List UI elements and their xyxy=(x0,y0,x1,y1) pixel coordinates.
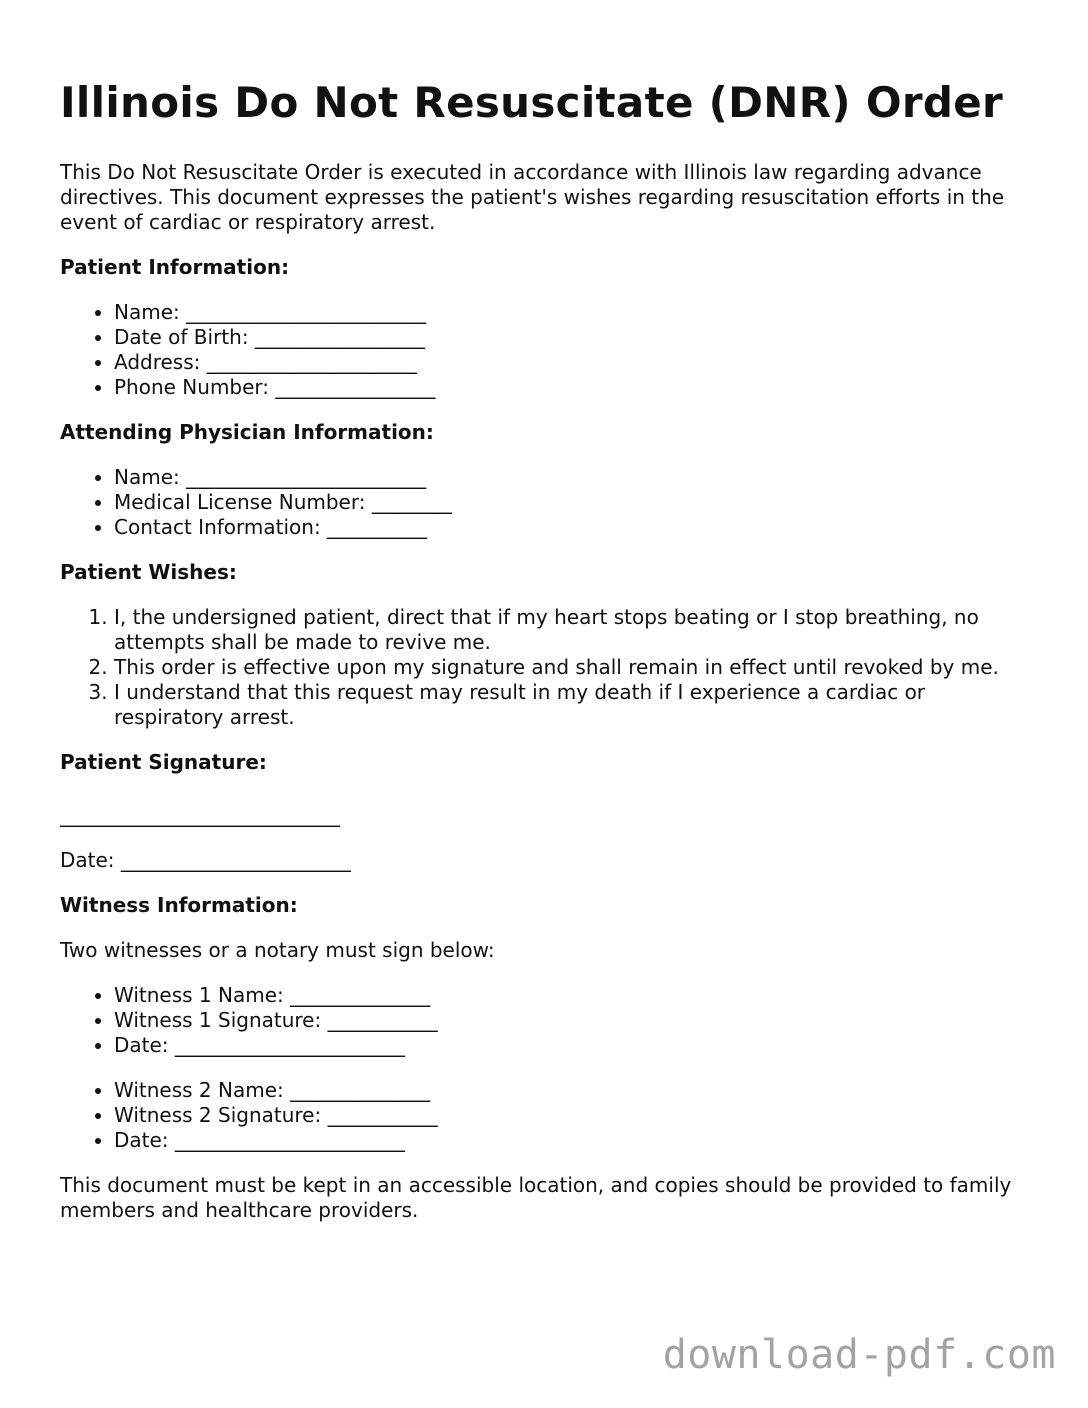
patient-dob-field: • Date of Birth: _________________ xyxy=(114,325,1030,350)
witness2-name-field: • Witness 2 Name: ______________ xyxy=(114,1078,1030,1103)
document-page xyxy=(60,78,1030,1243)
witness-info-heading: Witness Information: xyxy=(60,893,298,917)
physician-license-field: • Medical License Number: ________ xyxy=(114,490,1030,515)
patient-signature-heading: Patient Signature: xyxy=(60,750,267,774)
patient-name-field: • Name: ________________________ xyxy=(114,300,1030,325)
patient-wishes-heading: Patient Wishes: xyxy=(60,560,237,584)
patient-info-list xyxy=(60,300,1030,400)
wish-item: 2. This order is effective upon my signature and shall remain in effect until revoked by me. xyxy=(114,655,1030,680)
witness1-list xyxy=(60,983,1030,1058)
witness2-signature-field: • Witness 2 Signature: ___________ xyxy=(114,1103,1030,1128)
witness1-signature-field: • Witness 1 Signature: ___________ xyxy=(114,1008,1030,1033)
patient-address-field: • Address: _____________________ xyxy=(114,350,1030,375)
witness1-name-field: • Witness 1 Name: ______________ xyxy=(114,983,1030,1008)
witness2-date-field: • Date: _______________________ xyxy=(114,1128,1030,1153)
intro-paragraph: This Do Not Resuscitate Order is executed in accordance with Illinois law regarding advance directives. This document expresses the patient's wishes regarding resuscitation efforts in the event of cardiac or respiratory arrest. xyxy=(60,160,1005,234)
physician-info-list xyxy=(60,465,1030,540)
patient-info-heading: Patient Information: xyxy=(60,255,290,279)
witness-instruction: Two witnesses or a notary must sign below: xyxy=(60,938,495,962)
physician-contact-field: • Contact Information: __________ xyxy=(114,515,1030,540)
physician-name-field: • Name: ________________________ xyxy=(114,465,1030,490)
physician-info-heading: Attending Physician Information: xyxy=(60,420,434,444)
patient-signature-line: ____________________________ xyxy=(60,803,340,827)
document-title: Illinois Do Not Resuscitate (DNR) Order xyxy=(60,78,1004,127)
watermark: download-pdf.com xyxy=(662,1332,1056,1378)
witness1-date-field: • Date: _______________________ xyxy=(114,1033,1030,1058)
wish-item: 1. I, the undersigned patient, direct that if my heart stops beating or I stop breathing, no attempts shall be made to revive me. xyxy=(114,605,1030,655)
wish-item: 3. I understand that this request may result in my death if I experience a cardiac or respiratory arrest. xyxy=(114,680,1030,730)
patient-phone-field: • Phone Number: ________________ xyxy=(114,375,1030,400)
witness2-list xyxy=(60,1078,1030,1153)
patient-wishes-list xyxy=(60,605,1030,730)
patient-signature-date: Date: _______________________ xyxy=(60,848,351,872)
footer-note: This document must be kept in an accessible location, and copies should be provided to family members and healthcare providers. xyxy=(60,1173,1012,1222)
